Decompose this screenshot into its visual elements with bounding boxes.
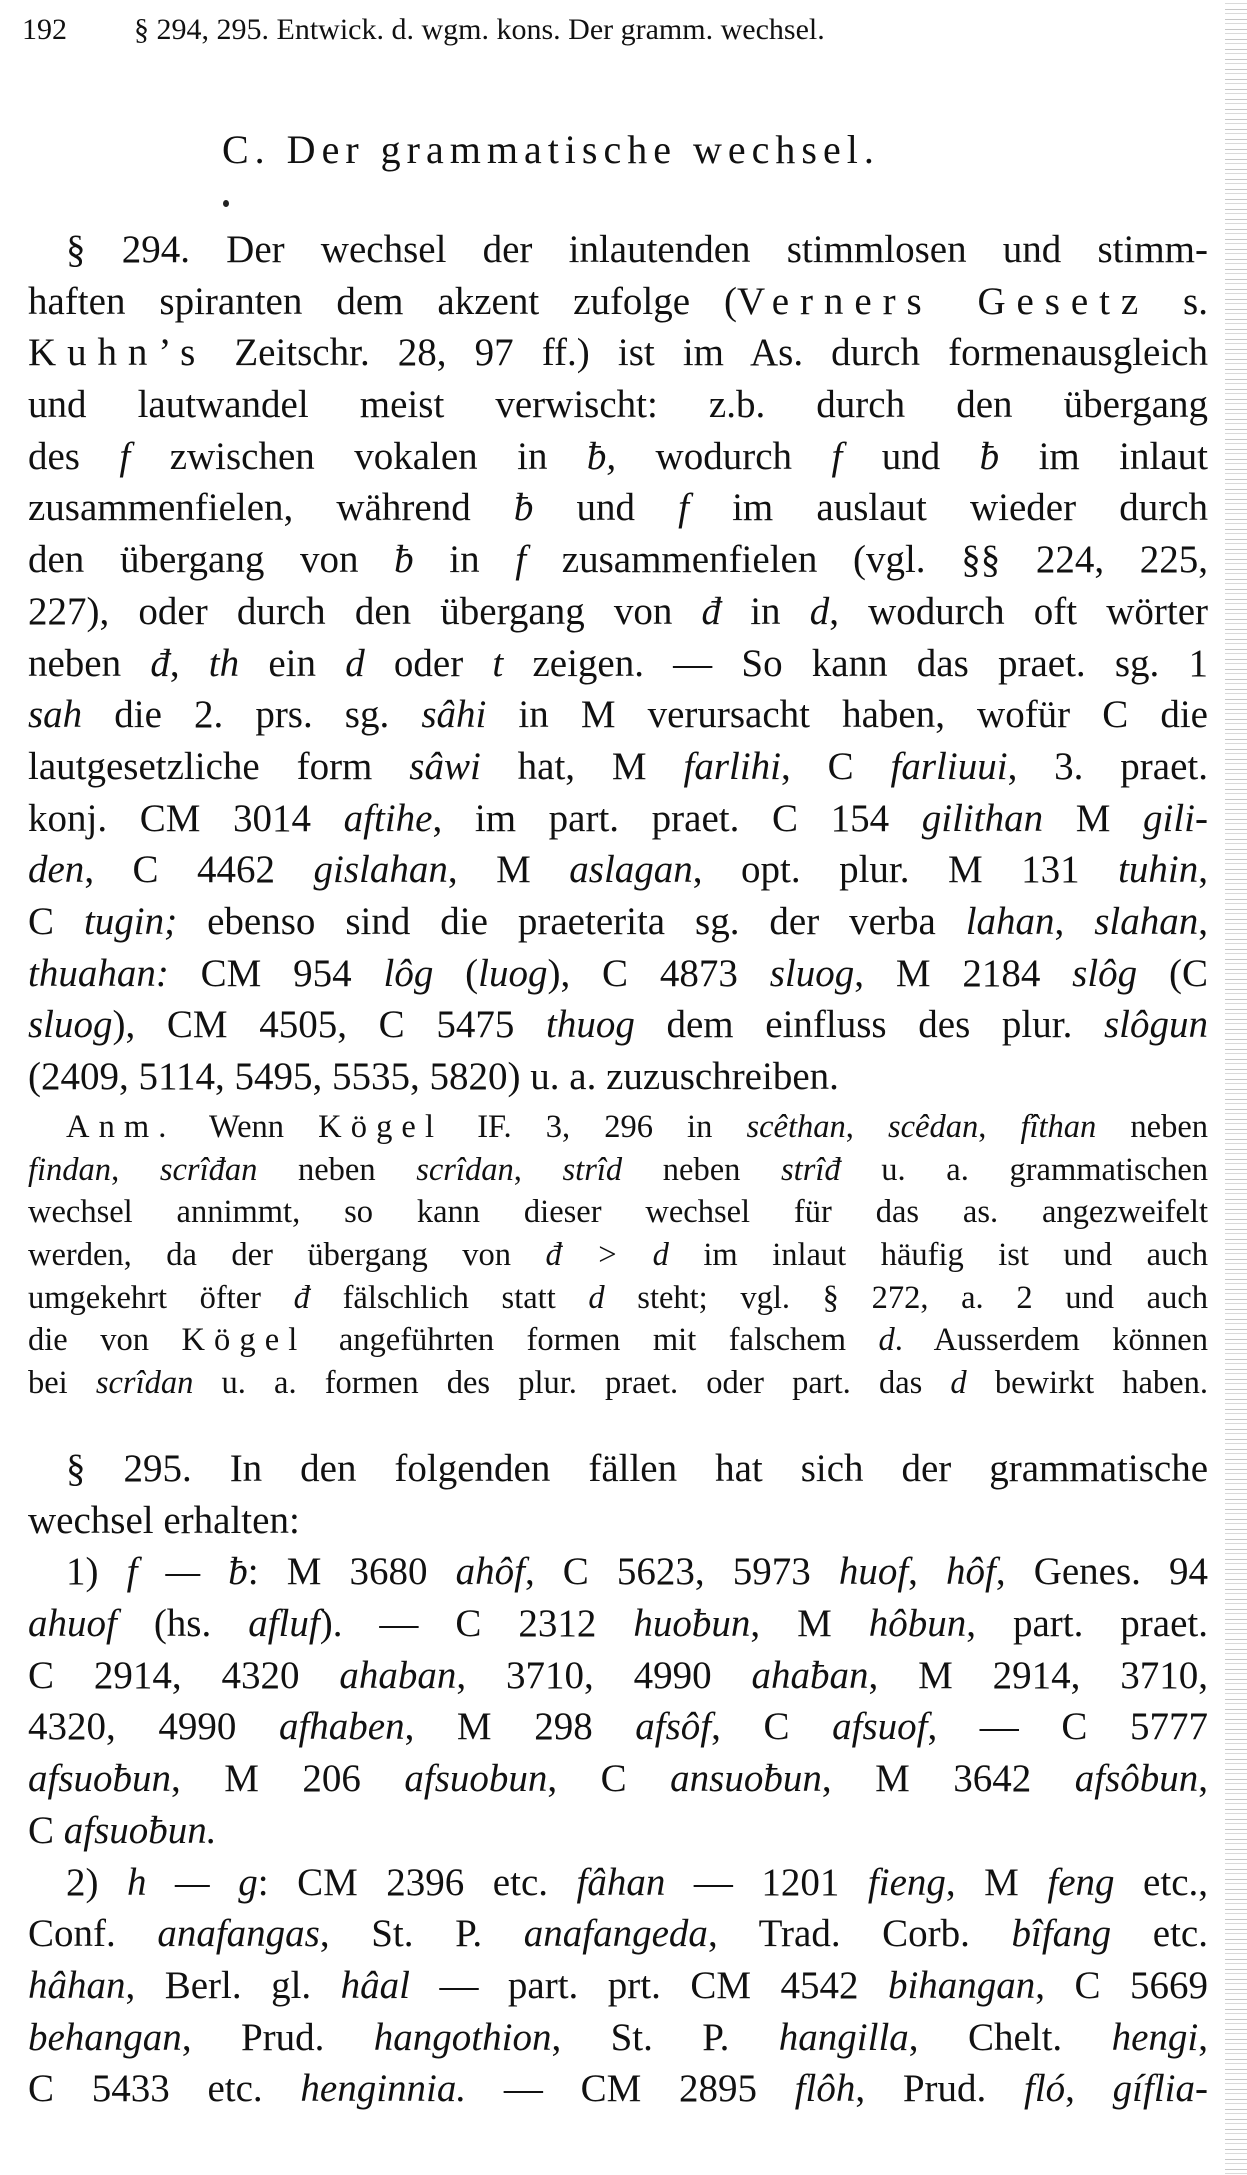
- text-line: [28, 741, 1208, 793]
- text-line: [28, 534, 1208, 586]
- italic-form: tuhin: [1118, 848, 1199, 892]
- italic-form: findan: [28, 1151, 112, 1188]
- text-run: zusammenfielen (vgl. §§ 224, 225,: [526, 538, 1208, 582]
- text-run: , C: [547, 1757, 671, 1801]
- italic-form: gili-: [1143, 796, 1208, 840]
- text-run: § 294. Der wechsel der inlautenden stimmlosen und stimm-: [66, 228, 1208, 271]
- text-run: , C: [711, 1705, 833, 1749]
- italic-form: lahan: [965, 899, 1055, 943]
- italic-form: đ: [701, 589, 722, 633]
- italic-form: feng: [1047, 1860, 1115, 1904]
- italic-form: hangothion: [373, 2015, 552, 2059]
- text-run: , im part. praet. C 154: [432, 796, 922, 840]
- text-line: [28, 1598, 1208, 1650]
- spaced-name: Kögel: [318, 1109, 444, 1145]
- italic-form: hengi: [1111, 2015, 1199, 2059]
- spaced-name: Verners Gesetz: [737, 279, 1150, 323]
- text-run: 2): [66, 1860, 128, 1904]
- text-run: : CM 2396 etc.: [257, 1860, 577, 1904]
- text-run: haften spiranten dem akzent zufolge (: [28, 279, 738, 323]
- italic-form: den: [28, 848, 85, 892]
- text-line: [28, 1650, 1208, 1702]
- text-run: werden, da der übergang von: [28, 1237, 546, 1274]
- text-run: , Chelt.: [908, 2015, 1112, 2059]
- annotation-note: [28, 1106, 1208, 1405]
- text-line: [28, 431, 1208, 483]
- italic-form: fîthan: [1020, 1109, 1097, 1145]
- text-run: ,: [978, 1109, 1021, 1145]
- italic-form: sâwi: [409, 744, 481, 788]
- text-line: [28, 1908, 1208, 1960]
- text-run: ebenso sind die praeterita sg. der verba: [177, 899, 966, 943]
- italic-form: strîd: [562, 1151, 623, 1188]
- text-run: (C: [1137, 951, 1208, 995]
- text-run: wodurch: [616, 434, 832, 478]
- italic-form: ƀ: [979, 434, 1000, 478]
- text-line: [28, 1106, 1208, 1149]
- italic-form: f: [119, 434, 131, 478]
- text-run: — CM 2895: [466, 2067, 795, 2111]
- text-run: dem einfluss des plur.: [634, 1003, 1104, 1047]
- italic-form: anafangas: [157, 1912, 320, 1956]
- italic-form: sluog: [769, 951, 855, 995]
- text-run: , St. P.: [319, 1912, 524, 1956]
- text-run: , C 4462: [84, 848, 314, 892]
- italic-form: aslagan: [569, 848, 693, 892]
- italic-form: lôg: [383, 951, 434, 995]
- text-run: angeführten formen mit falschem: [306, 1322, 879, 1359]
- text-line: [28, 1857, 1208, 1909]
- text-run: oder: [364, 641, 493, 685]
- text-run: Zeitschr. 28, 97 ff.) ist im As. durch formenausgleich: [206, 331, 1208, 375]
- italic-form: ƀ: [513, 486, 534, 530]
- text-run: , wodurch oft wörter: [829, 589, 1209, 633]
- italic-form: fieng: [867, 1860, 946, 1904]
- text-run: , C 5669: [1035, 1963, 1208, 2007]
- text-run: , M 298: [404, 1705, 636, 1749]
- text-run: hat, M: [480, 744, 684, 788]
- italic-form: ahaban: [339, 1653, 457, 1697]
- page-number: 192: [22, 13, 67, 46]
- text-run: , 3710, 4990: [456, 1653, 752, 1697]
- text-run: , 3. praet.: [1007, 744, 1208, 788]
- spaced-name: Kuhn’s: [28, 331, 207, 375]
- italic-form: hôbun: [868, 1602, 967, 1646]
- text-run: C: [28, 1808, 64, 1852]
- text-line: [28, 1443, 1208, 1495]
- running-title: § 294, 295. Entwick. d. wgm. kons. Der gramm. wechsel.: [134, 13, 825, 46]
- text-run: 1): [66, 1550, 127, 1594]
- text-run: ,: [1198, 2015, 1208, 2059]
- text-run: § 295. In den folgenden fällen hat sich der grammatische: [66, 1447, 1208, 1490]
- italic-form: scrîđan: [159, 1151, 258, 1188]
- text-run: , — C 5777: [927, 1705, 1209, 1749]
- text-run: C 5433 etc.: [28, 2067, 301, 2111]
- text-run: wechsel annimmt, so kann dieser wechsel für das as. angezweifelt: [28, 1194, 1208, 1231]
- text-run: IF. 3, 296 in: [443, 1109, 747, 1145]
- text-run: neben: [257, 1151, 417, 1188]
- italic-form: huoƀun: [633, 1602, 751, 1646]
- spaced-name: Anm.: [66, 1109, 176, 1145]
- paragraph-294: [28, 224, 1208, 1103]
- italic-form: ansuoƀun: [670, 1757, 822, 1801]
- text-run: neben: [1096, 1109, 1209, 1145]
- text-run: konj. CM 3014: [28, 796, 344, 840]
- text-run: ,: [111, 1151, 160, 1188]
- italic-form: đ > d: [545, 1237, 669, 1274]
- text-line: [28, 999, 1208, 1051]
- text-run: , part. praet.: [966, 1602, 1209, 1646]
- italic-form: hangilla: [778, 2015, 909, 2059]
- text-run: (hs.: [116, 1602, 249, 1646]
- italic-form: slahan: [1094, 899, 1199, 943]
- text-run: (2409, 5114, 5495, 5535, 5820) u. a. zuzuschreiben.: [28, 1055, 839, 1098]
- text-run: ,: [513, 1151, 563, 1188]
- italic-form: f: [831, 434, 843, 478]
- text-line: [28, 1546, 1208, 1598]
- text-run: , opt. plur. M 131: [692, 848, 1119, 892]
- text-line: [28, 1191, 1208, 1234]
- text-run: , M: [750, 1602, 869, 1646]
- text-line: [28, 2012, 1208, 2064]
- italic-form: sâhi: [421, 693, 487, 737]
- text-run: , Trad. Corb.: [707, 1912, 1012, 1956]
- text-run: C: [28, 899, 84, 943]
- text-run: ,: [1198, 899, 1209, 943]
- text-run: zwischen vokalen in: [130, 434, 587, 478]
- text-run: den übergang von: [28, 538, 395, 582]
- running-header: [22, 10, 1082, 50]
- italic-form: bîfang: [1011, 1912, 1112, 1956]
- text-run: , M 3642: [821, 1757, 1075, 1801]
- italic-form: thuahan:: [28, 951, 169, 995]
- italic-form: slôg: [1072, 951, 1138, 995]
- italic-form: gilithan: [921, 796, 1044, 840]
- text-line: [28, 1277, 1208, 1320]
- italic-form: ahaƀan: [751, 1653, 869, 1697]
- italic-form: afsuof: [832, 1705, 928, 1749]
- italic-form: afhaben: [278, 1705, 405, 1749]
- italic-form: th: [208, 641, 240, 685]
- text-run: etc.,: [1114, 1860, 1209, 1904]
- italic-form: scêdan: [887, 1109, 979, 1145]
- text-line: [28, 896, 1208, 948]
- text-line: [28, 379, 1208, 431]
- text-line: [28, 586, 1208, 638]
- text-line: [28, 1701, 1208, 1753]
- text-run: Wenn: [175, 1109, 319, 1145]
- text-line: [28, 1753, 1208, 1805]
- italic-form: farliuui: [890, 744, 1008, 788]
- text-run: , Berl. gl.: [125, 1963, 341, 2007]
- italic-form: d: [345, 641, 365, 685]
- text-run: in: [413, 538, 516, 582]
- text-run: zeigen. — So kann das praet. sg. 1: [503, 641, 1208, 685]
- italic-form: henginnia.: [300, 2067, 467, 2111]
- italic-form: scrîdan: [416, 1151, 514, 1188]
- italic-form: sluog: [28, 1003, 113, 1047]
- section-title: C. Der grammatische wechsel.: [222, 127, 880, 172]
- text-line: [28, 638, 1208, 690]
- text-run: ,: [1065, 2067, 1113, 2111]
- text-line: [28, 689, 1208, 741]
- text-line: [28, 844, 1208, 896]
- italic-form: thuog: [545, 1003, 635, 1047]
- text-run: , C 5623, 5973: [524, 1550, 839, 1594]
- text-run: u. a. grammatischen: [840, 1151, 1209, 1188]
- text-line: [28, 1805, 1208, 1857]
- italic-form: hâal: [340, 1963, 410, 2007]
- italic-form: fâhan: [576, 1860, 666, 1904]
- italic-form: f: [678, 486, 689, 530]
- italic-form: behangan: [28, 2015, 182, 2059]
- italic-form: d: [878, 1322, 895, 1359]
- text-run: des: [28, 434, 120, 478]
- italic-form: scrîdan: [95, 1365, 194, 1402]
- italic-form: afluf: [248, 1602, 320, 1646]
- text-run: bewirkt haben.: [966, 1365, 1208, 1402]
- text-run: u. a. formen des plur. praet. oder part. das: [193, 1365, 951, 1402]
- text-run: — part. prt. CM 4542: [409, 1963, 888, 2007]
- text-run: umgekehrt öfter: [28, 1279, 294, 1316]
- text-run: neben: [622, 1151, 782, 1188]
- text-line: [28, 1319, 1208, 1362]
- text-run: , M 2184: [854, 951, 1073, 995]
- text-run: in: [721, 589, 810, 633]
- text-run: im inlaut: [999, 434, 1208, 478]
- text-line: [28, 276, 1208, 328]
- text-run: , Prud.: [855, 2067, 1024, 2111]
- paragraph-295: [28, 1443, 1208, 2115]
- text-run: Conf.: [28, 1912, 158, 1956]
- scan-page-edge: [1225, 0, 1247, 2175]
- italic-form: afsôbun: [1074, 1757, 1199, 1801]
- text-line: [28, 1362, 1208, 1405]
- text-line: [28, 482, 1208, 534]
- italic-form: f — ƀ: [126, 1550, 248, 1594]
- text-run: wechsel erhalten:: [28, 1498, 300, 1542]
- text-run: im auslaut wieder durch: [688, 486, 1209, 530]
- text-run: , Prud.: [181, 2015, 374, 2059]
- italic-form: d: [950, 1365, 967, 1402]
- italic-form: t: [492, 641, 504, 685]
- italic-form: ƀ: [394, 538, 414, 582]
- italic-form: gislahan: [313, 848, 448, 892]
- text-run: im inlaut häufig ist und auch: [668, 1237, 1208, 1274]
- text-run: ,: [169, 641, 209, 685]
- italic-form: anafangeda: [523, 1912, 708, 1956]
- text-run: C 2914, 4320: [28, 1653, 340, 1697]
- text-run: , Genes. 94: [995, 1550, 1209, 1594]
- italic-form: farlihi: [683, 744, 782, 788]
- text-line: [28, 224, 1208, 276]
- text-run: M: [1043, 796, 1143, 840]
- italic-form: afsuobun: [404, 1757, 548, 1801]
- text-run: ), CM 4505, C 5475: [112, 1003, 546, 1047]
- italic-form: hôf: [946, 1550, 996, 1594]
- text-run: , M: [447, 848, 570, 892]
- text-run: steht; vgl. § 272, a. 2 und auch: [604, 1279, 1209, 1316]
- italic-form: đ: [293, 1279, 310, 1316]
- text-run: lautgesetzliche form: [28, 744, 410, 788]
- italic-form: ahuof: [28, 1602, 117, 1646]
- text-run: fälschlich statt: [309, 1279, 589, 1316]
- text-run: , C: [781, 744, 891, 788]
- text-run: ,: [1198, 1757, 1208, 1801]
- italic-form: fló: [1024, 2067, 1066, 2111]
- text-run: ,: [908, 1550, 947, 1594]
- text-line: [28, 948, 1208, 1000]
- text-run: ). — C 2312: [319, 1602, 634, 1646]
- text-run: 227), oder durch den übergang von: [28, 589, 702, 633]
- text-run: , St. P.: [551, 2015, 779, 2059]
- text-run: ein: [239, 641, 346, 685]
- text-run: s.: [1149, 279, 1208, 323]
- italic-form: afsuoƀun.: [63, 1808, 217, 1852]
- text-line: [28, 1960, 1208, 2012]
- text-line: [28, 1234, 1208, 1277]
- text-run: ,: [1198, 848, 1209, 892]
- italic-form: ƀ,: [586, 434, 617, 478]
- text-run: ), C 4873: [547, 951, 770, 995]
- italic-form: f: [515, 538, 527, 582]
- text-run: — 1201: [665, 1860, 868, 1904]
- italic-form: gíflia-: [1112, 2067, 1208, 2111]
- text-run: zusammenfielen, während: [28, 486, 514, 530]
- text-line: [28, 793, 1208, 845]
- italic-form: đ: [150, 641, 170, 685]
- text-run: die 2. prs. sg.: [82, 693, 422, 737]
- text-run: etc.: [1111, 1912, 1208, 1956]
- italic-form: aftihe: [343, 796, 433, 840]
- text-line: [28, 1051, 1208, 1103]
- text-run: bei: [28, 1365, 96, 1402]
- italic-form: sah: [28, 693, 83, 737]
- text-run: ,: [845, 1109, 888, 1145]
- italic-form: afsuoƀun: [28, 1757, 172, 1801]
- italic-form: slôgun: [1103, 1003, 1208, 1047]
- italic-form: luog: [478, 951, 548, 995]
- text-run: , M 2914, 3710,: [868, 1653, 1209, 1697]
- text-run: : M 3680: [247, 1550, 456, 1594]
- italic-form: ahôf: [455, 1550, 525, 1594]
- italic-form: tugin;: [83, 899, 178, 943]
- italic-form: flôh: [794, 2067, 856, 2111]
- text-run: (: [433, 951, 479, 995]
- text-run: die von: [28, 1322, 182, 1359]
- text-run: ,: [1054, 899, 1095, 943]
- text-run: neben: [28, 641, 151, 685]
- text-run: in M verursacht haben, wofür C die: [486, 693, 1208, 737]
- text-run: CM 954: [168, 951, 384, 995]
- spaced-name: Kögel: [181, 1322, 307, 1359]
- text-run: , M 206: [171, 1757, 405, 1801]
- text-run: , M: [945, 1860, 1048, 1904]
- italic-form: strîđ: [781, 1151, 841, 1188]
- text-run: und lautwandel meist verwischt: z.b. durch den übergang: [28, 383, 1208, 427]
- text-run: . Ausserdem können: [894, 1322, 1208, 1359]
- text-run: 4320, 4990: [28, 1705, 279, 1749]
- italic-form: afsôf: [635, 1705, 712, 1749]
- text-run: und: [842, 434, 980, 478]
- italic-form: hâhan: [28, 1963, 126, 2007]
- italic-form: h — g: [127, 1860, 258, 1904]
- italic-form: huof: [838, 1550, 909, 1594]
- italic-form: bihangan: [887, 1963, 1036, 2007]
- text-line: [28, 1149, 1208, 1192]
- text-line: [28, 1495, 1208, 1547]
- italic-form: scêthan: [746, 1109, 846, 1145]
- text-line: [28, 2063, 1208, 2115]
- text-run: und: [533, 486, 679, 530]
- italic-form: d: [588, 1279, 605, 1316]
- text-line: [28, 327, 1208, 379]
- ink-speck: [223, 200, 229, 207]
- italic-form: d: [809, 589, 830, 633]
